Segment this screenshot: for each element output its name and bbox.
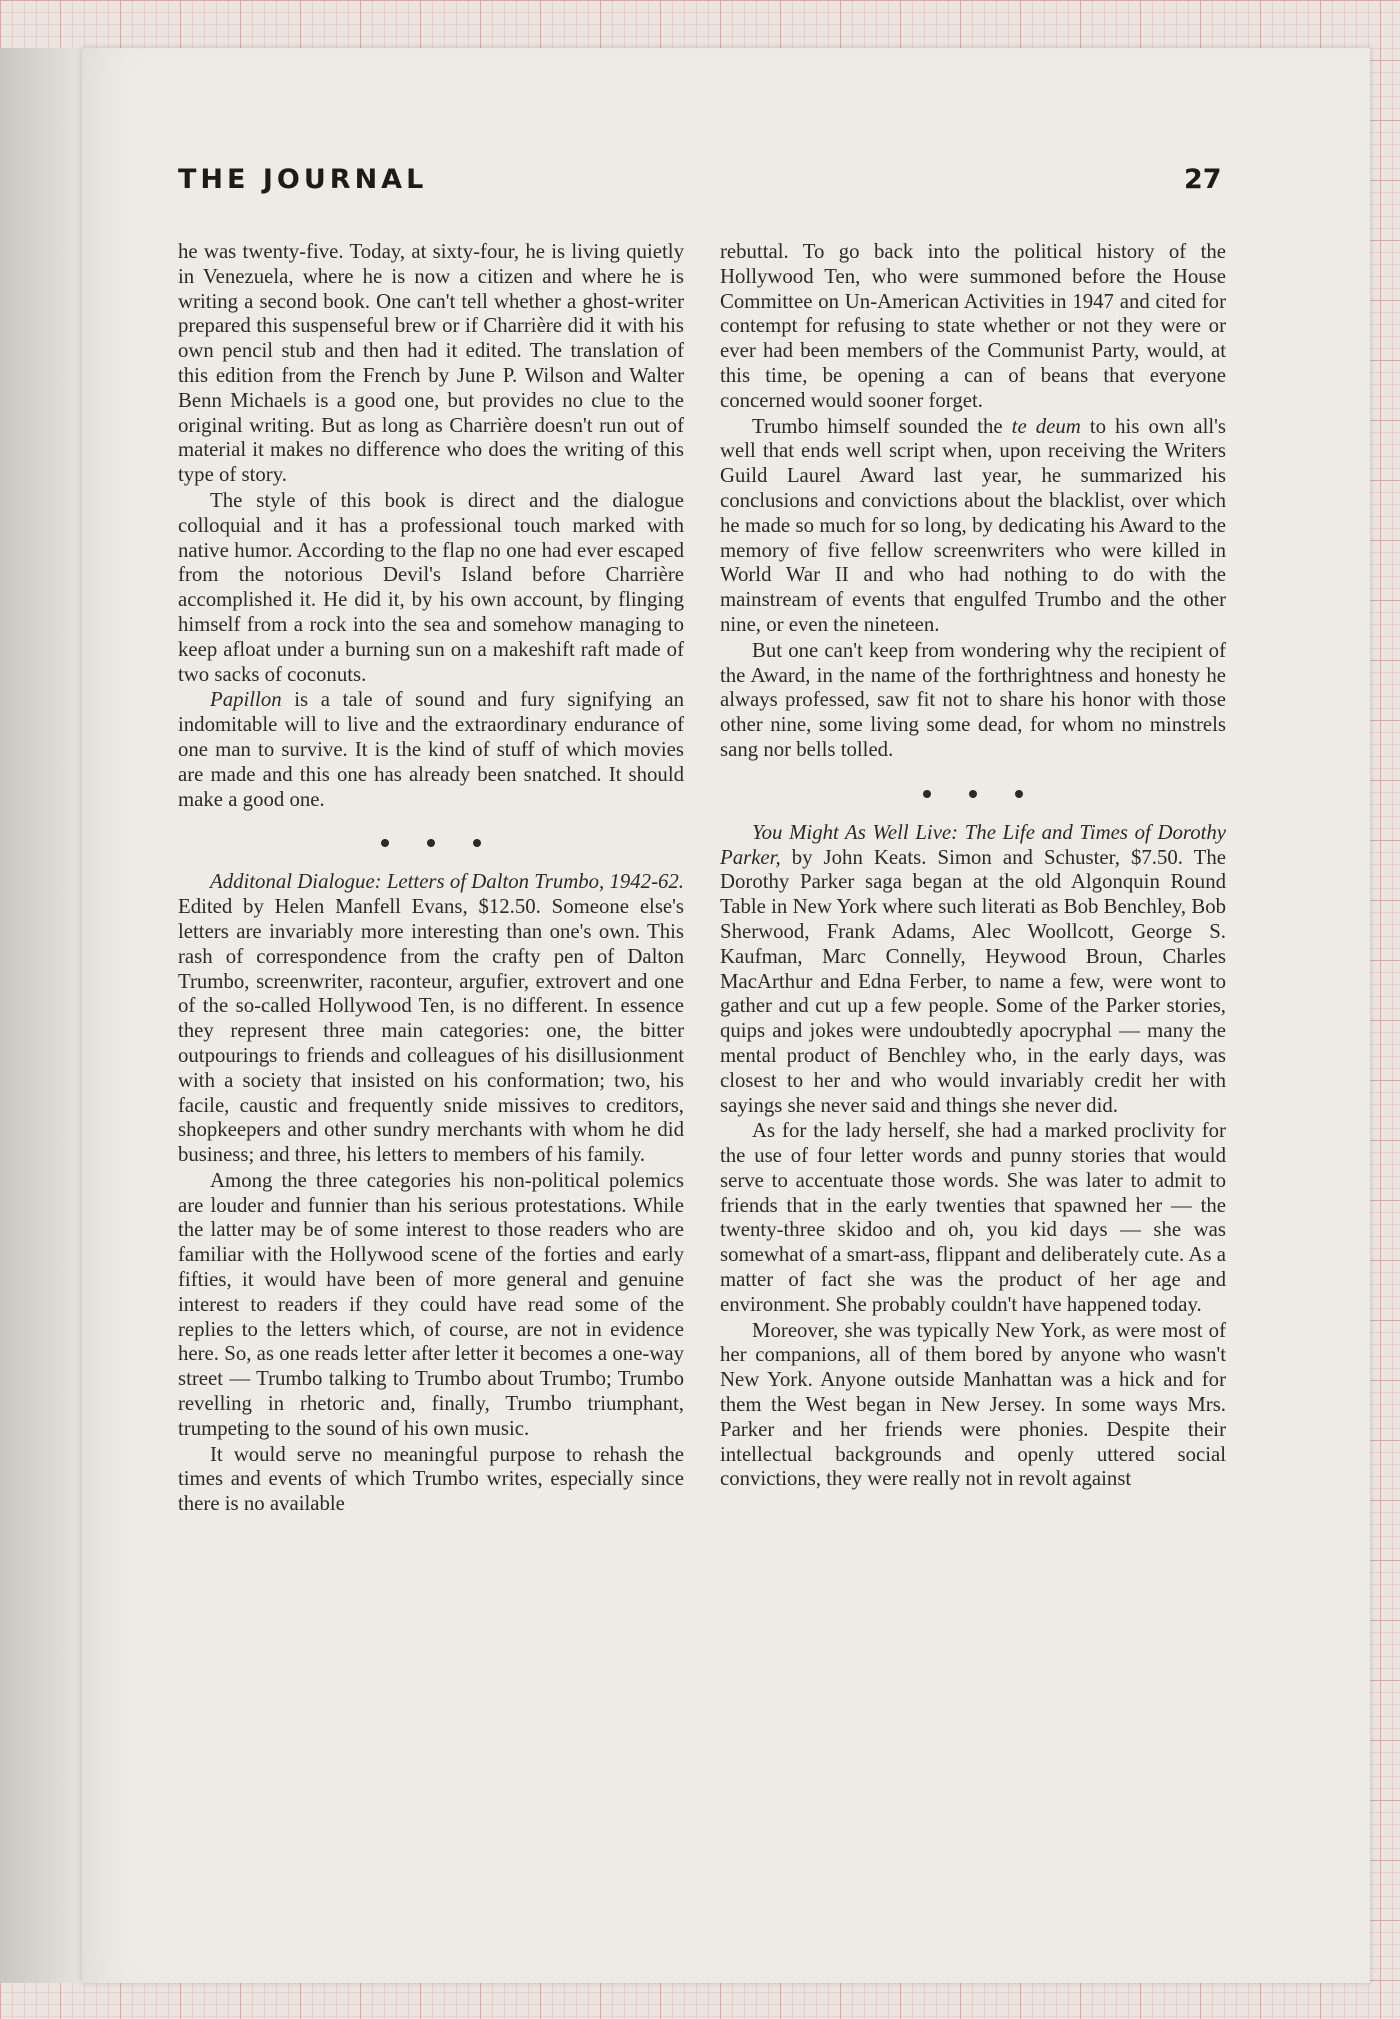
paragraph: The style of this book is direct and the dialogue colloquial and it has a professional touch marked with native humor. According to the flap no one had ever escaped from the notorious Devil's Island before Charrière accomplished it. He did it, by his own account, by flinging himself from a rock into the sea and somehow managing to keep afloat under a burning sun on a makeshift raft made of two sacks of coconuts.	[178, 488, 684, 686]
paragraph: rebuttal. To go back into the political history of the Hollywood Ten, who were summoned before the House Committee on Un-American Activities in 1947 and cited for contempt for refusing to state whether or not they were or ever had been members of the Communist Party, would, at this time, be opening a can of beans that everyone concerned would sooner forget.	[720, 240, 1226, 412]
right-column	[720, 240, 1226, 1492]
running-head: THE JOURNAL	[178, 164, 428, 195]
book-title: Papillon	[210, 688, 282, 712]
latin-term: te deum	[1011, 414, 1081, 438]
paragraph: he was twenty-five. Today, at sixty-four, he is living quietly in Venezuela, where he is now a citizen and where he is writing a second book. One can't tell whether a ghost-writer prepared this suspenseful brew or if Charrière did it with his own pencil stub and then had it edited. The translation of this edition from the French by June P. Wilson and Walter Benn Michaels is a good one, but provides no clue to the original writing. But as long as Charrière doesn't run out of material it makes no difference who does the writing of this type of story.	[178, 240, 684, 487]
paragraph-text: Trumbo himself sounded the	[752, 414, 1012, 438]
book-title: You Might As Well Live: The Life and Times of Dorothy Parker,	[720, 820, 1226, 869]
paragraph: As for the lady herself, she had a marked proclivity for the use of four letter words and punny stories that would serve to accentuate those words. She was later to admit to friends that in the early twenties that spawned her — the twenty-three skidoo and oh, you kid days — she was somewhat of a smart-ass, flippant and deliberately cute. As a matter of fact she was the product of her age and environment. She probably couldn't have happened today.	[720, 1119, 1226, 1316]
page-number: 27	[1184, 164, 1222, 195]
paragraph: But one can't keep from wondering why the recipient of the Award, in the name of the forthrightness and honesty he always professed, saw fit not to share his honor with those other nine, some living some dead, for whom no minstrels sang nor bells tolled.	[720, 638, 1226, 761]
section-divider	[720, 763, 1226, 821]
paragraph	[178, 688, 684, 812]
section-divider	[178, 812, 684, 870]
paragraph: It would serve no meaningful purpose to rehash the times and events of which Trumbo writes, especially since there is no available	[178, 1442, 684, 1516]
paragraph-text: to his own all's well that ends well script when, upon receiving the Writers Guild Laurel Award last year, he summarized his conclusions and convictions about the blacklist, over which he made so much for so long, by dedicating his Award to the memory of five fellow screenwriters who were killed in World War II and who had nothing to do with the mainstream of events that engulfed Trumbo and the other nine, or even the nineteen.	[720, 414, 1226, 636]
review-paragraph	[720, 821, 1226, 1119]
book-spine-shadow	[0, 48, 84, 1983]
paragraph: Moreover, she was typically New York, as were most of her companions, all of them bored by anyone who wasn't New York. Anyone outside Manhattan was a hick and for them the West began in New Jersey. In some ways Mrs. Parker and her friends were phonies. Despite their intellectual backgrounds and openly uttered social convictions, they were really not in revolt against	[720, 1318, 1226, 1491]
left-column	[178, 240, 684, 1517]
paragraph-text: Edited by Helen Manfell Evans, $12.50. Someone else's letters are invariably more interesting than one's own. This rash of correspondence from the crafty pen of Dalton Trumbo, screenwriter, raconteur, argufier, extrovert and one of the so-called Hollywood Ten, is no different. In essence they represent three main categories: one, the bitter outpourings to friends and colleagues of his disillusionment with a society that insisted on his conformation; two, his facile, caustic and frequently snide missives to creditors, shopkeepers and other sundry merchants with whom he did business; and three, his letters to members of his family.	[178, 895, 684, 1167]
paragraph-text: by John Keats. Simon and Schuster, $7.50. The Dorothy Parker saga began at the old Algonquin Round Table in New York where such literati as Bob Benchley, Bob Sherwood, Frank Adams, Alec Woollcott, George S. Kaufman, Marc Connelly, Heywood Broun, Charles MacArthur and Edna Ferber, to name a few, were wont to gather and cut up a few people. Some of the Parker stories, quips and jokes were undoubtedly apocryphal — many the mental product of Benchley who, in the early days, was closest to her and who would invariably credit her with sayings she never said and things she never did.	[720, 845, 1226, 1117]
review-paragraph	[178, 870, 684, 1168]
book-title: Additonal Dialogue: Letters of Dalton Trumbo, 1942-62.	[210, 870, 684, 894]
paragraph-text: is a tale of sound and fury signifying an indomitable will to live and the extraordinary endurance of one man to survive. It is the kind of stuff of which movies are made and this one has already been snatched. It should make a good one.	[178, 688, 684, 811]
paragraph	[720, 415, 1226, 638]
paragraph: Among the three categories his non-political polemics are louder and funnier than his serious protestations. While the latter may be of some interest to those readers who are familiar with the Hollywood scene of the forties and early fifties, it would have been of more general and genuine interest to readers if they could have read some of the replies to the letters which, of course, are not in evidence here. So, as one reads letter after letter it becomes a one-way street — Trumbo talking to Trumbo about Trumbo; Trumbo revelling in rhetoric and, finally, Trumbo triumphant, trumpeting to the sound of his own music.	[178, 1168, 684, 1440]
